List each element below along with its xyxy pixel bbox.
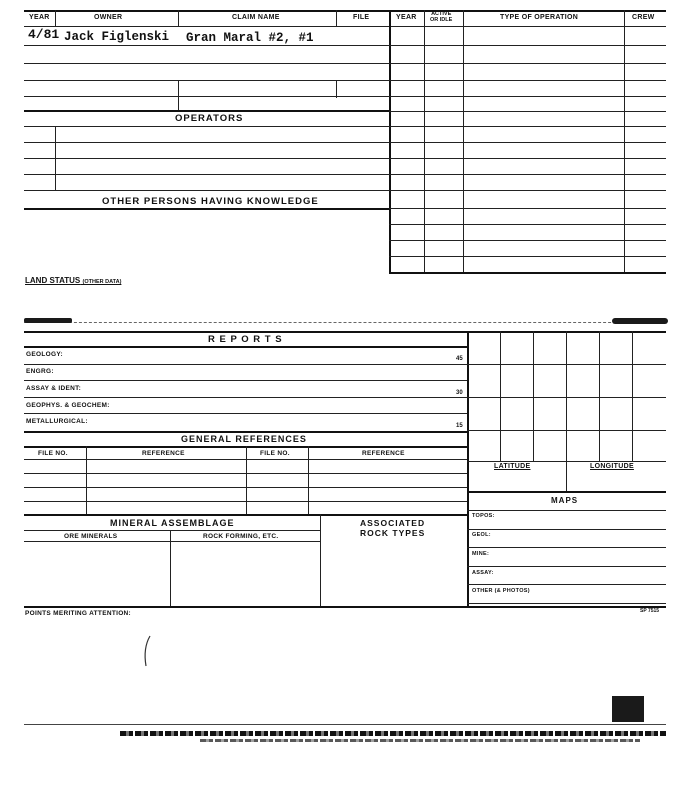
row-line bbox=[24, 63, 389, 64]
scan-noise-band bbox=[120, 731, 666, 736]
grid-row bbox=[467, 461, 666, 462]
row-line bbox=[24, 397, 467, 398]
row-line bbox=[24, 126, 389, 127]
grid-row bbox=[467, 430, 666, 431]
maps-assay: ASSAY: bbox=[472, 570, 494, 576]
ref-file-no-1: FILE NO. bbox=[38, 450, 68, 457]
row-line bbox=[24, 80, 389, 81]
top-border bbox=[24, 10, 666, 12]
ref-reference-1: REFERENCE bbox=[142, 450, 185, 457]
col-sep bbox=[55, 126, 56, 190]
mineral-subheader-line bbox=[24, 541, 320, 542]
row-line bbox=[24, 380, 467, 381]
reports-top bbox=[24, 331, 666, 333]
row-line-right bbox=[389, 240, 666, 241]
row-line bbox=[467, 529, 666, 530]
ref-file-no-2: FILE NO. bbox=[260, 450, 290, 457]
header-crew: CREW bbox=[632, 14, 655, 21]
row-line bbox=[24, 96, 389, 97]
report-engrg: ENGRG: bbox=[26, 368, 54, 375]
mineral-bottom bbox=[24, 606, 666, 608]
ink-smudge-right bbox=[612, 318, 668, 324]
maps-top bbox=[467, 491, 666, 493]
maps-header-line bbox=[467, 510, 666, 511]
associated-rock-types-1: ASSOCIATED bbox=[360, 518, 426, 528]
header-claim-name: CLAIM NAME bbox=[232, 14, 280, 21]
other-persons-underline bbox=[24, 208, 389, 210]
row-line bbox=[467, 603, 666, 604]
smudge-line bbox=[24, 322, 666, 323]
col-sep bbox=[55, 10, 56, 26]
mineral-assemblage-title: MINERAL ASSEMBLAGE bbox=[110, 518, 235, 528]
reports-header-line bbox=[24, 346, 467, 348]
row-line bbox=[24, 158, 389, 159]
report-geology: GEOLOGY: bbox=[26, 351, 63, 358]
col-sep bbox=[336, 80, 337, 98]
row-line-right bbox=[389, 111, 666, 112]
col-sep bbox=[336, 10, 337, 26]
row-line bbox=[24, 142, 389, 143]
margin-45: 45 bbox=[456, 356, 463, 362]
associated-rock-types-2: ROCK TYPES bbox=[360, 528, 426, 538]
grid-col bbox=[599, 331, 600, 461]
row-line bbox=[467, 547, 666, 548]
header-active-or-idle: ACTIVE OR IDLE bbox=[430, 11, 453, 23]
general-references-title: GENERAL REFERENCES bbox=[181, 434, 307, 444]
grid-col bbox=[566, 331, 567, 491]
col-sep bbox=[308, 446, 309, 514]
entry-owner: Jack Figlenski bbox=[64, 30, 170, 44]
row-line-right bbox=[389, 174, 666, 175]
header-owner: OWNER bbox=[94, 14, 123, 21]
maps-title: MAPS bbox=[551, 496, 579, 505]
mineral-header-line bbox=[24, 530, 320, 531]
row-line bbox=[24, 364, 467, 365]
grid-col bbox=[533, 331, 534, 461]
row-line bbox=[24, 413, 467, 414]
grid-row bbox=[467, 364, 666, 365]
row-line-right bbox=[389, 208, 666, 209]
row-line-right bbox=[389, 126, 666, 127]
reports-bottom bbox=[24, 431, 467, 433]
grid-col bbox=[500, 331, 501, 461]
row-line-right bbox=[389, 158, 666, 159]
row-line-right bbox=[389, 224, 666, 225]
row-line-right bbox=[389, 80, 666, 81]
grid-row bbox=[467, 397, 666, 398]
operators-title: OPERATORS bbox=[175, 113, 244, 124]
reports-title: R E P O R T S bbox=[208, 334, 283, 345]
header-divider bbox=[24, 26, 666, 27]
header-file: FILE bbox=[353, 14, 370, 21]
scan-artifact-block bbox=[612, 696, 644, 722]
scan-noise-band bbox=[200, 739, 640, 742]
col-sep bbox=[178, 80, 179, 110]
maps-geol: GEOL: bbox=[472, 532, 491, 538]
row-line-right bbox=[389, 190, 666, 191]
points-meriting-attention: POINTS MERITING ATTENTION: bbox=[25, 610, 132, 617]
col-sep bbox=[246, 446, 247, 514]
land-status-title: LAND STATUS (OTHER DATA) bbox=[25, 276, 122, 285]
col-sep bbox=[170, 530, 171, 606]
margin-30: 30 bbox=[456, 390, 463, 396]
row-line bbox=[24, 174, 389, 175]
row-line-right bbox=[389, 142, 666, 143]
row-line-right bbox=[389, 256, 666, 257]
row-line bbox=[467, 584, 666, 585]
row-line bbox=[24, 45, 389, 46]
maps-mine: MINE: bbox=[472, 551, 490, 557]
longitude-label: LONGITUDE bbox=[590, 463, 634, 470]
row-line-right-bottom bbox=[389, 272, 666, 274]
operators-top bbox=[24, 110, 389, 112]
row-line-right bbox=[389, 45, 666, 46]
pencil-mark-icon bbox=[140, 634, 154, 668]
col-sep bbox=[320, 514, 321, 606]
grid-col bbox=[632, 331, 633, 461]
header-year: YEAR bbox=[29, 14, 50, 21]
row-line bbox=[24, 190, 389, 191]
rock-forming-label: ROCK FORMING, ETC. bbox=[203, 533, 279, 540]
other-persons-title: OTHER PERSONS HAVING KNOWLEDGE bbox=[102, 196, 319, 207]
header-type-of-operation: TYPE OF OPERATION bbox=[500, 14, 579, 21]
maps-topos: TOPOS: bbox=[472, 513, 495, 519]
row-line-right bbox=[389, 96, 666, 97]
margin-15: 15 bbox=[456, 423, 463, 429]
report-metallurgical: METALLURGICAL: bbox=[26, 418, 88, 425]
latitude-label: LATITUDE bbox=[494, 463, 531, 470]
col-sep bbox=[178, 10, 179, 26]
col-sep bbox=[86, 446, 87, 514]
report-assay: ASSAY & IDENT: bbox=[26, 385, 82, 392]
entry-claim-name: Gran Maral #2, #1 bbox=[186, 31, 314, 45]
ore-minerals-label: ORE MINERALS bbox=[64, 533, 118, 540]
form-number: SP 7515 bbox=[640, 608, 660, 614]
refs-bottom bbox=[24, 514, 467, 516]
entry-year: 4/81 bbox=[28, 27, 60, 42]
ref-reference-2: REFERENCE bbox=[362, 450, 405, 457]
header-year-right: YEAR bbox=[396, 14, 417, 21]
row-line bbox=[467, 566, 666, 567]
scan-line bbox=[24, 724, 666, 725]
report-geophys: GEOPHYS. & GEOCHEM: bbox=[26, 402, 110, 409]
maps-other: OTHER (& PHOTOS) bbox=[472, 588, 530, 594]
row-line-right bbox=[389, 63, 666, 64]
ink-smudge-left bbox=[24, 318, 72, 323]
